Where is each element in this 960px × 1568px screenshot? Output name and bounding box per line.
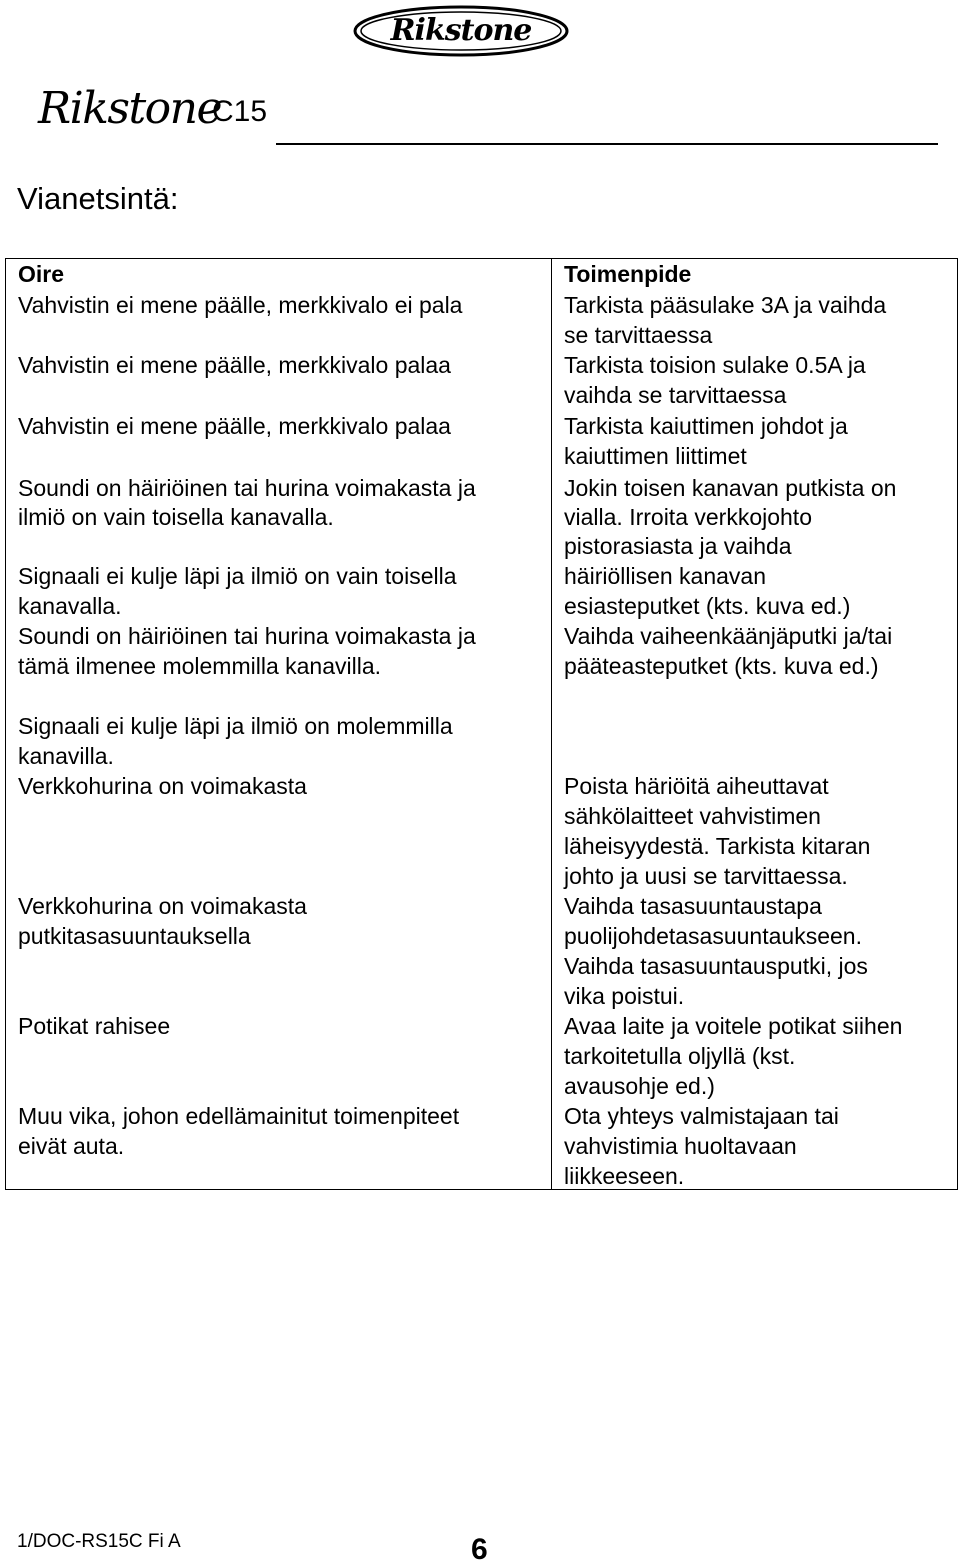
action-line: sähkölaitteet vahvistimen	[564, 803, 821, 829]
troubleshooting-table	[5, 258, 958, 1190]
action-line: se tarvittaessa	[564, 322, 713, 348]
action-line: Poista häriöitä aiheuttavat	[564, 773, 829, 799]
problem-line: kanavilla.	[18, 743, 114, 769]
action-line: johto ja uusi se tarvittaessa.	[564, 863, 848, 889]
action-line: Tarkista toision sulake 0.5A ja	[564, 352, 866, 378]
action-line: häiriöllisen kanavan	[564, 563, 767, 589]
action-line: Ota yhteys valmistajaan tai	[564, 1103, 839, 1129]
action-line: Vaihda vaiheenkäänjäputki ja/tai	[564, 623, 893, 649]
problem-line: Vahvistin ei mene päälle, merkkivalo ei pala	[18, 292, 463, 318]
problem-line: Soundi on häiriöinen tai hurina voimakasta ja	[18, 475, 476, 501]
action-line: Jokin toisen kanavan putkista on	[564, 475, 897, 501]
column-header-action: Toimenpide	[564, 261, 692, 287]
header-model: C15	[212, 95, 268, 128]
problem-line: Verkkohurina on voimakasta	[18, 773, 307, 799]
logo-text: Rikstone	[390, 13, 532, 48]
header-brand: Rikstone	[38, 83, 221, 134]
column-header-problem: Oire	[18, 261, 65, 287]
problem-line: Muu vika, johon edellämainitut toimenpiteet	[18, 1103, 460, 1129]
problem-line: Potikat rahisee	[18, 1013, 171, 1039]
action-line: läheisyydestä. Tarkista kitaran	[564, 833, 871, 859]
action-line: tarkoitetulla oljyllä (kst.	[564, 1043, 796, 1069]
problem-line: Verkkohurina on voimakasta	[18, 893, 307, 919]
action-line: vika poistui.	[564, 983, 685, 1009]
problem-line: putkitasasuuntauksella	[18, 923, 251, 949]
problem-line: eivät auta.	[18, 1133, 125, 1159]
problem-line: Soundi on häiriöinen tai hurina voimakasta ja	[18, 623, 476, 649]
problem-line: Signaali ei kulje läpi ja ilmiö on molemmilla	[18, 713, 453, 739]
action-line: vaihda se tarvittaessa	[564, 382, 787, 408]
problem-line: Signaali ei kulje läpi ja ilmiö on vain toisella	[18, 563, 457, 589]
action-line: vahvistimia huoltavaan	[564, 1133, 797, 1159]
section-title: Vianetsintä:	[17, 181, 179, 216]
problem-line: kanavalla.	[18, 593, 122, 619]
action-line: vialla. Irroita verkkojohto	[564, 504, 812, 530]
action-line: pääteasteputket (kts. kuva ed.)	[564, 653, 879, 679]
problem-line: ilmiö on vain toisella kanavalla.	[18, 504, 334, 530]
footer-page-number: 6	[471, 1533, 488, 1566]
action-line: kaiuttimen liittimet	[564, 443, 747, 469]
action-line: Vaihda tasasuuntausputki, jos	[564, 953, 868, 979]
problem-line: tämä ilmenee molemmilla kanavilla.	[18, 653, 382, 679]
action-line: Avaa laite ja voitele potikat siihen	[564, 1013, 903, 1039]
footer-doc-code: 1/DOC-RS15C Fi A	[17, 1531, 181, 1552]
action-line: Tarkista kaiuttimen johdot ja	[564, 413, 848, 439]
problem-line: Vahvistin ei mene päälle, merkkivalo palaa	[18, 352, 451, 378]
action-line: Tarkista pääsulake 3A ja vaihda	[564, 292, 887, 318]
problem-line: Vahvistin ei mene päälle, merkkivalo palaa	[18, 413, 451, 439]
column-divider	[551, 259, 552, 1189]
action-line: pistorasiasta ja vaihda	[564, 533, 792, 559]
action-line: avausohje ed.)	[564, 1073, 715, 1099]
header-rule	[276, 143, 938, 145]
action-line: esiasteputket (kts. kuva ed.)	[564, 593, 851, 619]
action-line: puolijohdetasasuuntaukseen.	[564, 923, 862, 949]
brand-logo	[352, 4, 570, 58]
action-line: Vaihda tasasuuntaustapa	[564, 893, 822, 919]
action-line: liikkeeseen.	[564, 1163, 685, 1189]
